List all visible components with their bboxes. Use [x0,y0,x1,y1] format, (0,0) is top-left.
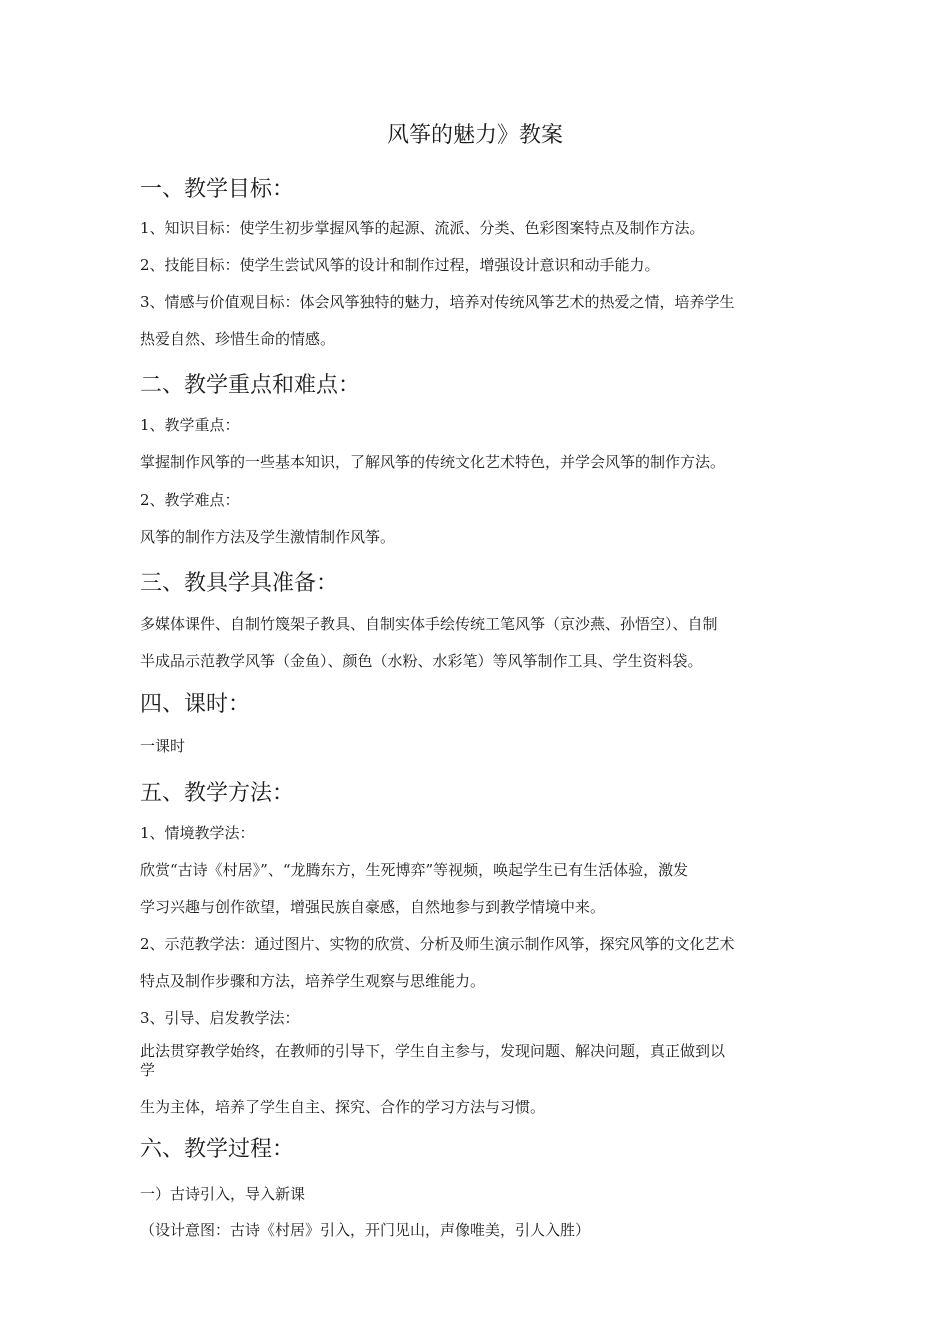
paragraph-line: 欣赏“古诗《村居》”、“龙腾东方，生死博弈”等视频，唤起学生已有生活体验，激发 [140,861,689,879]
section-heading-objectives: 一、教学目标： [140,177,295,202]
paragraph-line: 1、教学重点： [140,416,240,434]
paragraph-line: 学习兴趣与创作欲望，增强民族自豪感，自然地参与到教学情境中来。 [140,898,606,916]
section-heading-methods: 五、教学方法： [140,781,295,806]
paragraph-line: 3、情感与价值观目标：体会风筝独特的魅力，培养对传统风筝艺术的热爱之情，培养学生 [140,293,735,311]
document-title: 风筝的魅力》教案 [386,123,563,148]
paragraph-line: 学 [140,1061,156,1079]
paragraph-line: 此法贯穿教学始终，在教师的引导下，学生自主参与，发现问题、解决问题，真正做到以 [140,1042,726,1060]
paragraph-line: 生为主体，培养了学生自主、探究、合作的学习方法与习惯。 [140,1098,546,1116]
paragraph-line: （设计意图：古诗《村居》引入，开门见山，声像唯美，引人入胜） [140,1221,591,1239]
paragraph-line: 掌握制作风筝的一些基本知识，了解风筝的传统文化艺术特色，并学会风筝的制作方法。 [140,453,726,471]
paragraph-line: 2、技能目标：使学生尝试风筝的设计和制作过程，增强设计意识和动手能力。 [140,256,660,274]
paragraph-line: 2、示范教学法：通过图片、实物的欣赏、分析及师生演示制作风筝，探究风筝的文化艺术 [140,935,735,953]
paragraph-line: 多媒体课件、自制竹篾架子教具、自制实体手绘传统工笔风筝（京沙燕、孙悟空）、自制 [140,615,718,633]
paragraph-line: 半成品示范教学风筝（金鱼）、颜色（水粉、水彩笔）等风筝制作工具、学生资料袋。 [140,652,703,670]
paragraph-line: 一课时 [140,737,186,755]
paragraph-line: 1、知识目标：使学生初步掌握风筝的起源、流派、分类、色彩图案特点及制作方法。 [140,219,705,237]
section-heading-class-hours: 四、课时： [140,692,251,717]
paragraph-line: 风筝的制作方法及学生激情制作风筝。 [140,528,396,546]
paragraph-line: 特点及制作步骤和方法，培养学生观察与思维能力。 [140,972,486,990]
paragraph-line: 3、引导、启发教学法： [140,1009,300,1027]
paragraph-line: 1、情境教学法： [140,824,255,842]
section-heading-key-points: 二、教学重点和难点： [140,373,361,398]
section-heading-process: 六、教学过程： [140,1137,295,1162]
paragraph-line: 热爱自然、珍惜生命的情感。 [140,330,336,348]
section-heading-materials: 三、教具学具准备： [140,571,339,596]
paragraph-line: 一）古诗引入，导入新课 [140,1185,306,1203]
paragraph-line: 2、教学难点： [140,491,240,509]
